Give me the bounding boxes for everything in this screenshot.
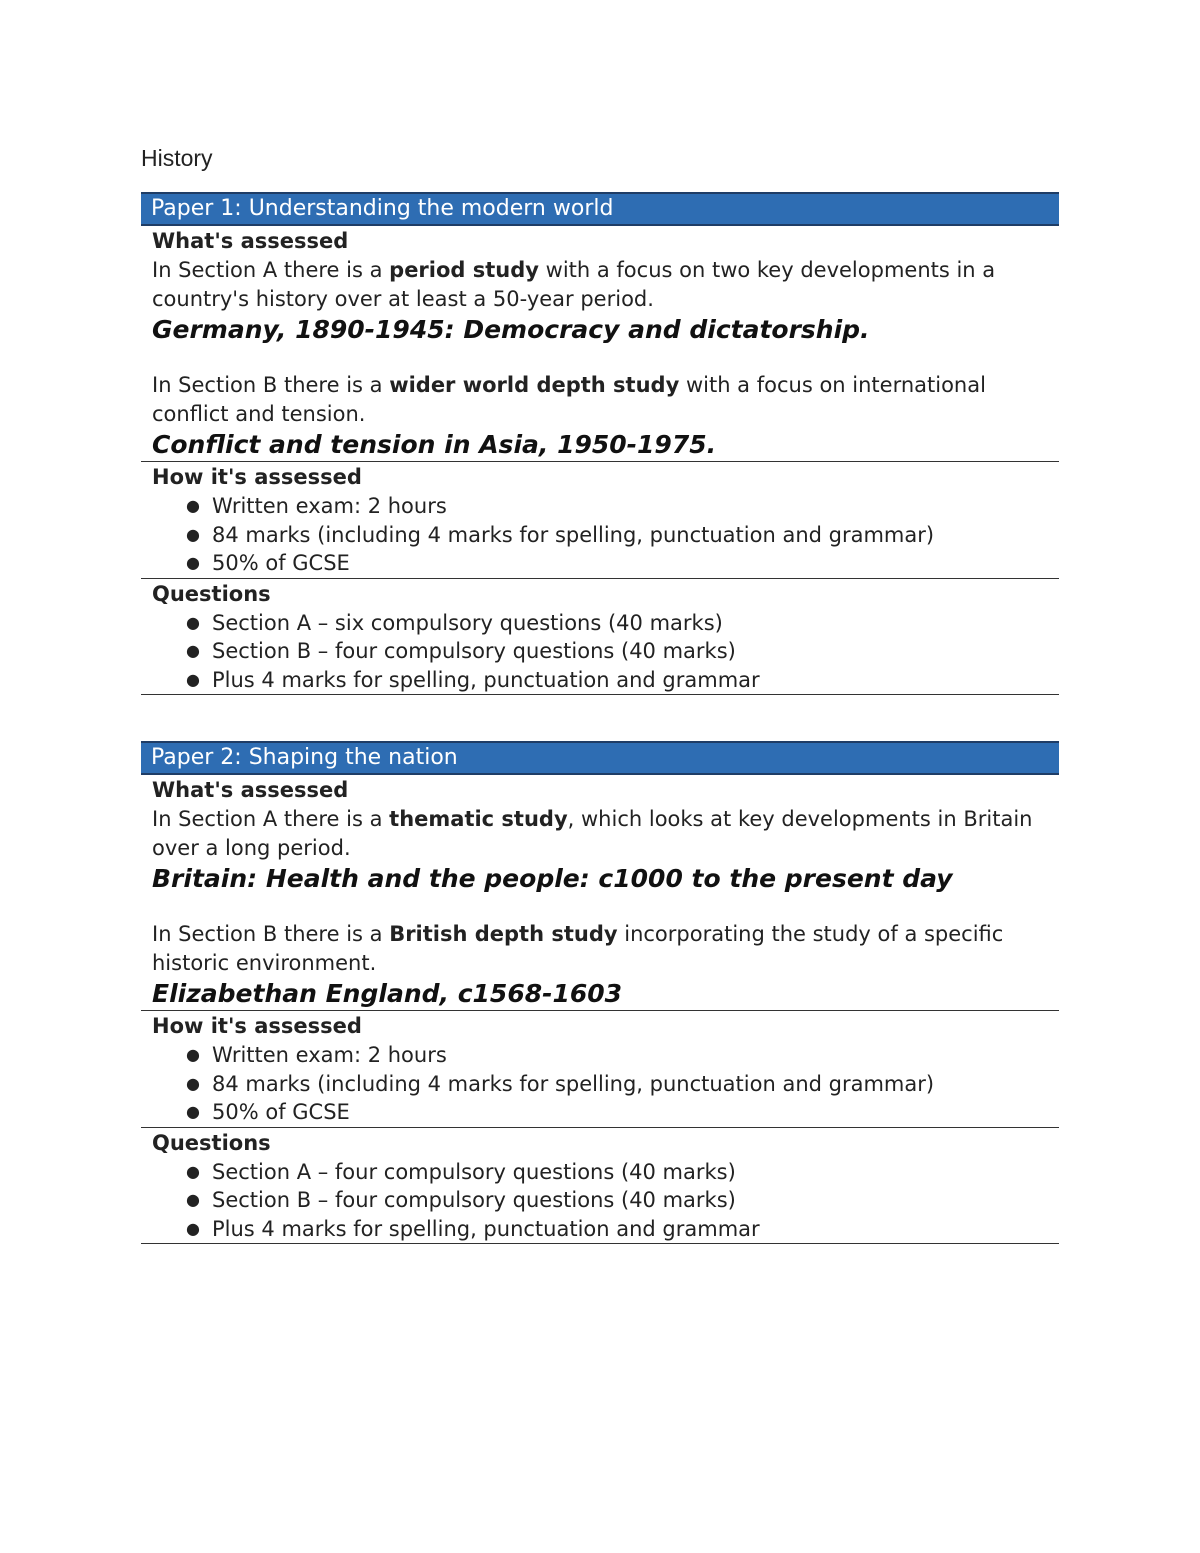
section-b-topic-title: Elizabethan England, c1568-1603 — [152, 979, 623, 1008]
bullet-icon: ● — [186, 553, 200, 572]
section-b-topic-title: Conflict and tension in Asia, 1950-1975. — [152, 430, 717, 459]
list-item: ● Written exam: 2 hours — [152, 492, 1049, 521]
section-b-text: In Section B there is a — [152, 373, 390, 397]
section-b-text: In Section B there is a — [152, 922, 390, 946]
bullet-icon: ● — [186, 1190, 200, 1209]
section-a-text: In Section A there is a — [152, 807, 390, 831]
list-item: ● Plus 4 marks for spelling, punctuation and grammar — [152, 666, 1049, 695]
questions-list — [152, 609, 1049, 695]
section-b-bold: wider world depth study — [389, 373, 680, 397]
bullet-icon: ● — [186, 496, 200, 515]
section-a-bold: thematic study — [389, 807, 568, 831]
section-a-text: In Section A there is a — [152, 258, 390, 282]
bullet-icon: ● — [186, 1218, 200, 1238]
bullet-icon: ● — [186, 1102, 200, 1121]
paper-2-table — [141, 741, 1059, 1244]
whats-assessed-label: What's assessed — [152, 229, 349, 253]
bullet-icon: ● — [186, 1045, 200, 1064]
list-item: ● 50% of GCSE — [152, 549, 1049, 578]
questions-label: Questions — [152, 581, 271, 606]
paper-1-how-assessed — [141, 462, 1059, 579]
bullet-icon: ● — [186, 641, 200, 660]
list-item: ● 84 marks (including 4 marks for spelling, punctuation and grammar) — [152, 521, 1049, 550]
section-a-description — [152, 805, 1049, 863]
questions-label: Questions — [152, 1130, 271, 1155]
section-b-description — [152, 920, 1049, 978]
how-assessed-label: How it's assessed — [152, 1014, 362, 1038]
paper-2-questions — [141, 1128, 1059, 1245]
list-item: ● 50% of GCSE — [152, 1098, 1049, 1127]
section-a-bold: period study — [389, 258, 539, 282]
section-a-text-end: , which looks at key developments in Britain over a long period. — [152, 807, 1033, 860]
paper-1-whats-assessed — [141, 226, 1059, 462]
section-a-text-end: with a focus on two key developments in a country's history over at least a 50-year period. — [152, 258, 996, 311]
section-b-text-end: with a focus on international conflict and tension. — [152, 373, 986, 426]
bullet-icon: ● — [186, 1161, 200, 1181]
list-item: ● Plus 4 marks for spelling, punctuation and grammar — [152, 1215, 1049, 1244]
section-a-topic-title: Britain: Health and the people: c1000 to the present day — [152, 864, 953, 893]
bullet-icon: ● — [186, 524, 200, 544]
section-b-description — [152, 371, 1049, 429]
bullet-icon: ● — [186, 1073, 200, 1093]
how-assessed-list — [152, 492, 1049, 578]
list-item: ● Written exam: 2 hours — [152, 1041, 1049, 1070]
how-assessed-label: How it's assessed — [152, 465, 362, 489]
bullet-icon: ● — [186, 669, 200, 689]
list-item: ● 84 marks (including 4 marks for spelling, punctuation and grammar) — [152, 1070, 1049, 1099]
paper-2-how-assessed — [141, 1011, 1059, 1128]
list-item: ● Section A – six compulsory questions (40 marks) — [152, 609, 1049, 638]
bullet-icon: ● — [186, 612, 200, 632]
section-b-text-end: incorporating the study of a specific historic environment. — [152, 922, 1004, 975]
section-b-bold: British depth study — [389, 922, 618, 946]
section-a-description — [152, 256, 1049, 314]
whats-assessed-label: What's assessed — [152, 778, 349, 802]
section-a-topic-title: Germany, 1890-1945: Democracy and dictatorship. — [152, 315, 870, 344]
list-item: ● Section A – four compulsory questions (40 marks) — [152, 1158, 1049, 1187]
paper-1-questions — [141, 579, 1059, 696]
paper-1-table — [141, 192, 1059, 695]
how-assessed-list — [152, 1041, 1049, 1127]
document-title: History — [141, 145, 213, 171]
questions-list — [152, 1158, 1049, 1244]
paper-1-header: Paper 1: Understanding the modern world — [141, 192, 1059, 226]
paper-2-header: Paper 2: Shaping the nation — [141, 741, 1059, 775]
list-item: ● Section B – four compulsory questions (40 marks) — [152, 637, 1049, 666]
list-item: ● Section B – four compulsory questions (40 marks) — [152, 1186, 1049, 1215]
paper-2-whats-assessed — [141, 775, 1059, 1011]
